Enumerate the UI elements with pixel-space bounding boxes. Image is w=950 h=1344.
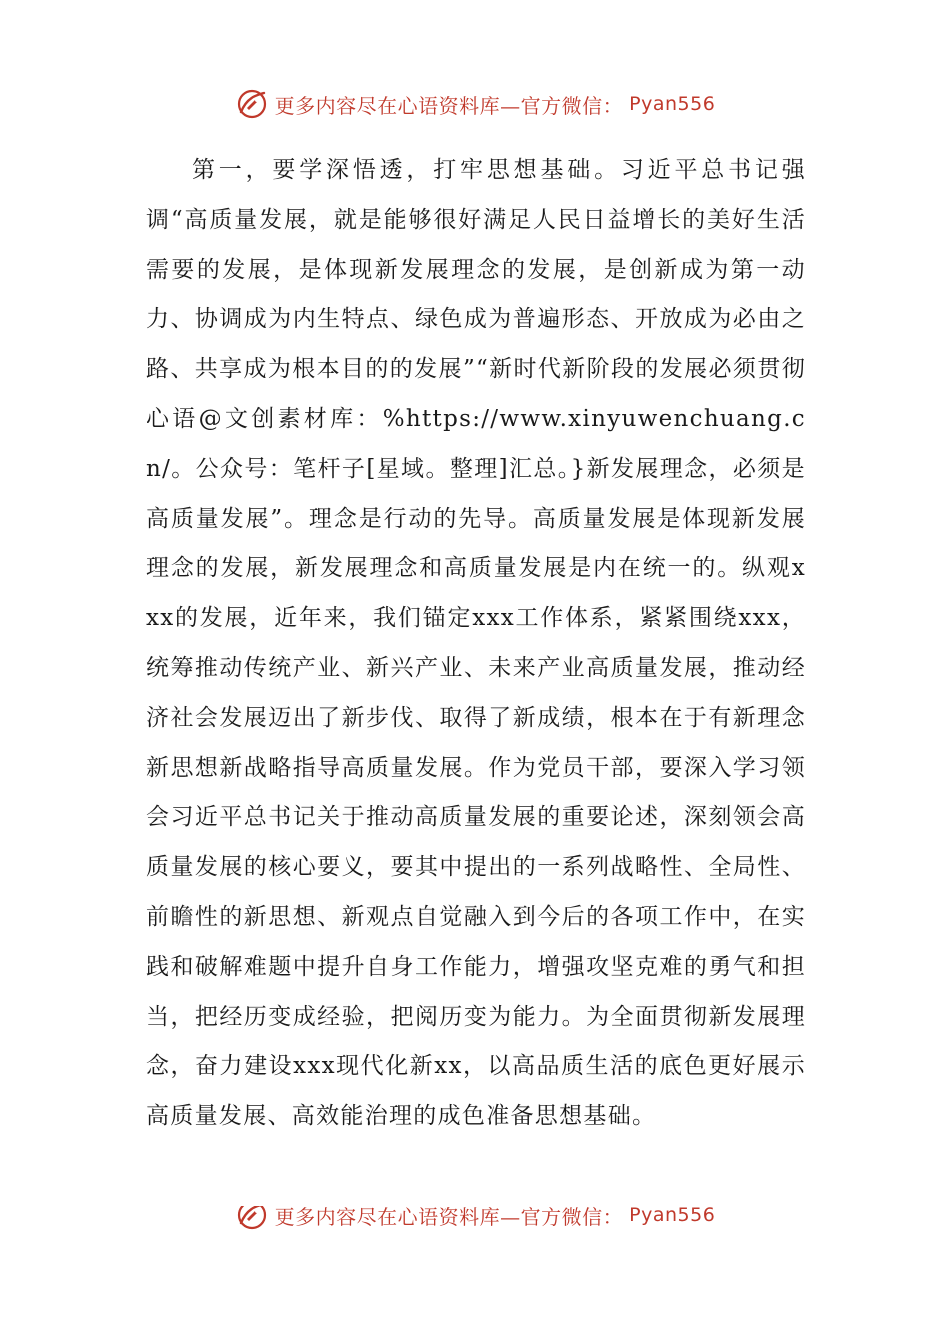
- banner-text: 更多内容尽在心语资料库—官方微信：: [274, 93, 624, 118]
- wechat-id: Pyan556: [629, 93, 716, 115]
- header-banner: [0, 84, 950, 124]
- banner-text: 更多内容尽在心语资料库—官方微信：: [274, 1206, 624, 1229]
- pen-logo-icon: [235, 1206, 269, 1232]
- footer-banner: [0, 1206, 950, 1238]
- document-body: [146, 146, 806, 1142]
- body-paragraph: 第一，要学深悟透，打牢思想基础。习近平总书记强调“高质量发展，就是能够很好满足人民日益增长的美好生活需要的发展，是体现新发展理念的发展，是创新成为第一动力、协调成为内生特点、绿色成为普遍形态、开放成为必由之路、共享成为根本目的的发展”“新时代新阶段的发展必须贯彻心语@文创素材库：%https://www.xinyuwenchuang.cn/。公众号：笔杆子[星域。整理]汇总。}新发展理念，必须是高质量发展”。理念是行动的先导。高质量发展是体现新发展理念的发展，新发展理念和高质量发展是内在统一的。纵观xxx的发展，近年来，我们锚定xxx工作体系，紧紧围绕xxx，统筹推动传统产业、新兴产业、未来产业高质量发展，推动经济社会发展迈出了新步伐、取得了新成绩，根本在于有新理念新思想新战略指导高质量发展。作为党员干部，要深入学习领会习近平总书记关于推动高质量发展的重要论述，深刻领会高质量发展的核心要义，要其中提出的一系列战略性、全局性、前瞻性的新思想、新观点自觉融入到今后的各项工作中，在实践和破解难题中提升自身工作能力，增强攻坚克难的勇气和担当，把经历变成经验，把阅历变为能力。为全面贯彻新发展理念，奋力建设xxx现代化新xx，以高品质生活的底色更好展示高质量发展、高效能治理的成色准备思想基础。: [146, 157, 806, 1130]
- wechat-id: Pyan556: [629, 1206, 716, 1226]
- pen-logo-icon: [235, 87, 269, 121]
